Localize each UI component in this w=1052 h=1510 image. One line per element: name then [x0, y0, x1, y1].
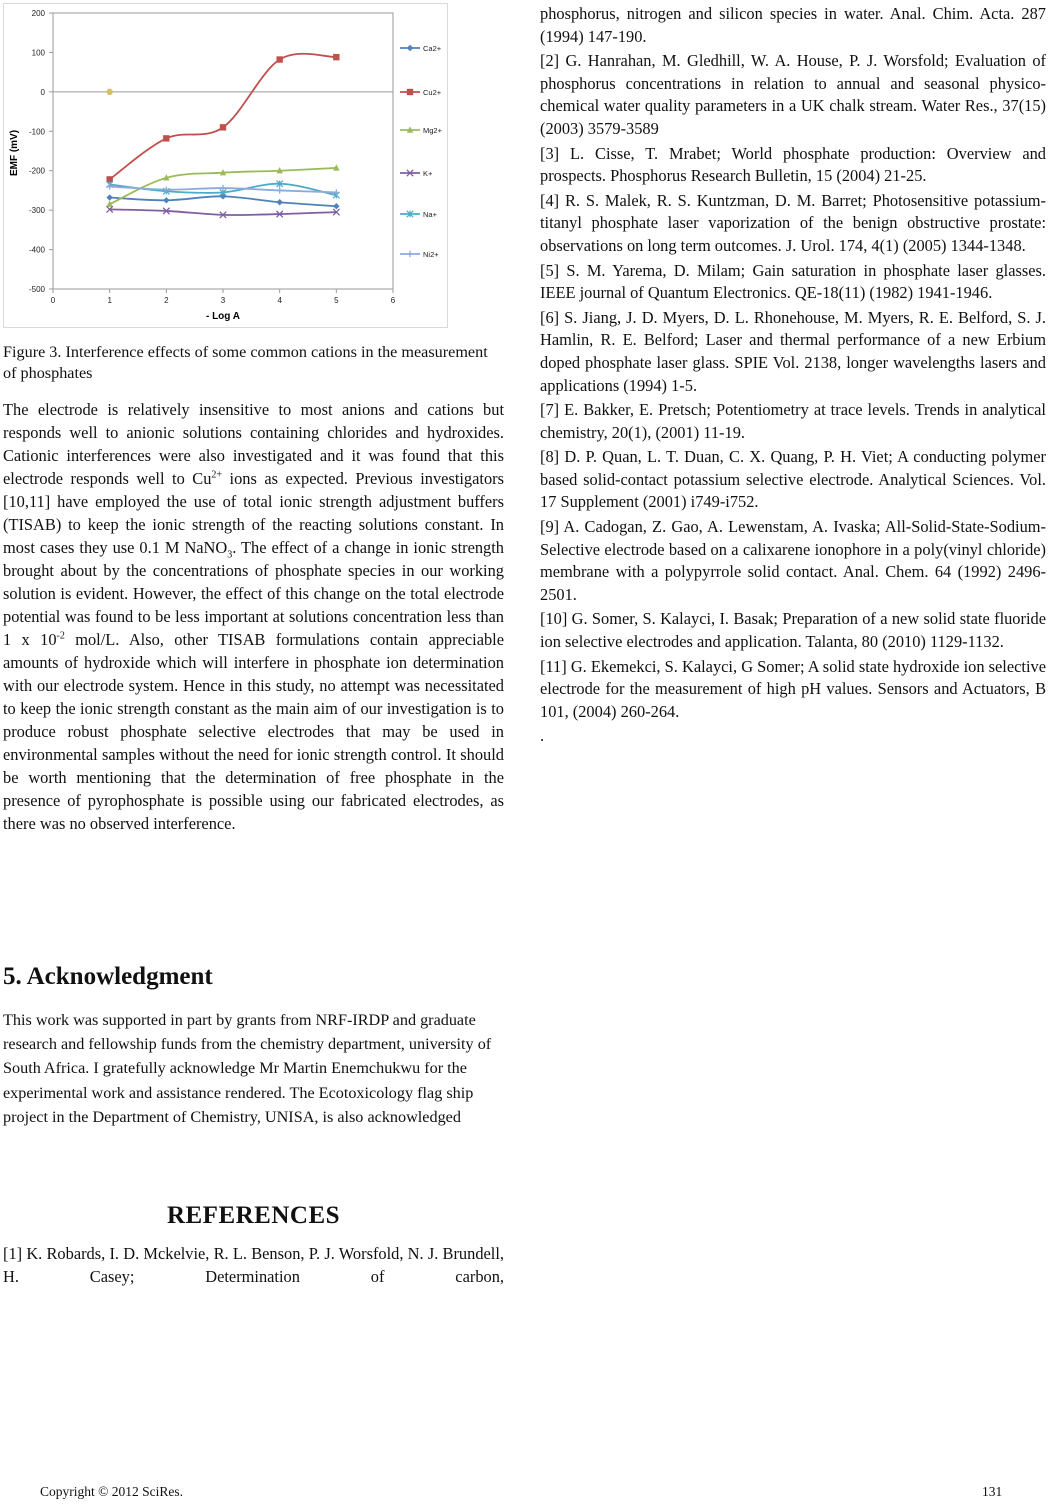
body-text-1: The electrode is relatively insensitive to most anions and cations but responds well to anionic solutions containing chlorides and hydroxides. Cationic interferences were also investigated and it was found that this electrode responds well to Cu [3, 400, 504, 488]
data-point [276, 56, 282, 62]
y-tick-label: 0 [40, 87, 45, 97]
extra-data-point [106, 89, 112, 95]
y-tick-label: 100 [31, 48, 45, 58]
x-tick-label: 5 [334, 296, 339, 305]
reference-10: [10] G. Somer, S. Kalayci, I. Basak; Preparation of a new solid state fluoride ion selective electrodes and application. Talanta, 80 (2010) 1129-1132. [540, 609, 1046, 652]
y-tick-label: 200 [31, 9, 45, 18]
y-tick-label: -400 [28, 245, 45, 255]
x-tick-label: 3 [220, 296, 226, 305]
y-tick-label: -300 [28, 206, 45, 216]
body-text-4: mol/L. Also, other TISAB formulations contain appreciable amounts of hydroxide which will interfere in phosphate ion determination with our electrode system. Hence in this study, no attempt was necessitated to keep the ionic strength constant as the main aim of our investigation is to produce robust phosphate selective electrodes that may be used in environmental samples without the need for ionic strength control. It should be worth mentioning that the determination of free phosphate in the presence of pyrophosphate is possible using our fabricated electrodes, as there was no observed interference. [3, 630, 504, 833]
references-list [540, 3, 1046, 750]
legend-label: Ca2+ [423, 44, 442, 53]
body-text-2: ions as expected. Previous investigators [10,11] have employed the use of total ionic strength adjustment buffers (TISAB) to keep the ionic strength of the reacting solutions constant. In most cases they use 0.1 M NaNO [3, 469, 504, 557]
reference-8: [8] D. P. Quan, L. T. Duan, C. X. Quang, P. H. Viet; A conducting polymer based solid-contact potassium selective electrode. Analytical Sciences. Vol. 17 Supplement (2001) i749-i752. [540, 447, 1046, 512]
y-axis-label: EMF (mV) [9, 129, 20, 177]
copyright-footer: Copyright © 2012 SciRes. [40, 1484, 184, 1499]
legend-label: Cu2+ [423, 88, 442, 97]
y-tick-label: -200 [28, 166, 45, 176]
chart-svg [3, 3, 448, 328]
x-tick-label: 2 [164, 296, 169, 305]
figure-caption: Figure 3. Interference effects of some common cations in the measurement of phosphates [3, 343, 488, 382]
reference-4: [4] R. S. Malek, R. S. Kuntzman, D. M. Barret; Photosensitive potassium-titanyl phosphate laser vaporization of the benign obstructive prostate: observations on long term outcomes. J. Urol. 174, 4(1) (2005) 1344-1348. [540, 190, 1046, 255]
acknowledgment-text: This work was supported in part by grants from NRF-IRDP and graduate research and fellowship funds from the chemistry department, university of South Africa. I gratefully acknowledge Mr Martin Enemchukwu for the experimental work and assistance rendered. The Ecotoxicology flag ship project in the Department of Chemistry, UNISA, is also acknowledged [3, 1011, 492, 1126]
x-tick-label: 0 [50, 296, 56, 305]
reference-6: [6] S. Jiang, J. D. Myers, D. L. Rhonehouse, M. Myers, R. E. Belford, S. J. Hamlin, R. E. Belford; Laser and thermal performance of a new Erbium doped phosphate laser glass. SPIE Vol. 2138, longer wavelengths lasers and applications (1994) 1-5. [540, 307, 1046, 395]
legend-label: Ni2+ [423, 250, 439, 259]
references-heading: REFERENCES [166, 1202, 341, 1229]
page-number: 131 [982, 1484, 1003, 1499]
legend-label: Mg2+ [423, 126, 442, 135]
reference-5: [5] S. M. Yarema, D. Milam; Gain saturation in phosphate laser glasses. IEEE journal of Quantum Electronics. QE-18(11) (1982) 1941-1946. [540, 260, 1046, 303]
reference-1-start: [1] K. Robards, I. D. Mckelvie, R. L. Benson, P. J. Worsfold, N. J. Brundell, H. Casey; Determination of carbon, [3, 1244, 504, 1286]
trailing-dot: . [540, 726, 545, 746]
x-axis-label: - Log A [205, 311, 241, 322]
exponent: -2 [56, 630, 65, 642]
figure-3-chart [3, 3, 448, 328]
y-tick-label: -100 [28, 127, 45, 137]
legend-label: K+ [423, 169, 433, 178]
data-point [333, 54, 339, 60]
reference-1-end: phosphorus, nitrogen and silicon species in water. Anal. Chim. Acta. 287 (1994) 147-190. [540, 4, 1046, 46]
reference-2: [2] G. Hanrahan, M. Gledhill, W. A. House, P. J. Worsfold; Evaluation of phosphorus concentrations in relation to annual and seasonal physico-chemical water quality parameters in a UK chalk stream. Water Res., 37(15) (2003) 3579-3589 [540, 51, 1046, 138]
acknowledgment-heading: 5. Acknowledgment [3, 963, 213, 990]
body-paragraph [3, 398, 504, 835]
y-tick-label: -500 [28, 285, 45, 294]
nano3-subscript: 3 [227, 549, 233, 561]
legend-marker [407, 89, 413, 95]
legend-label: Na+ [423, 210, 437, 219]
data-point [163, 135, 169, 141]
reference-11: [11] G. Ekemekci, S. Kalayci, G Somer; A solid state hydroxide ion selective electrode for the measurement of high pH values. Sensors and Actuators, B 101, (2004) 260-264. [540, 656, 1046, 721]
x-tick-label: 6 [390, 296, 396, 305]
cu-charge: 2+ [211, 469, 223, 481]
reference-3: [3] L. Cisse, T. Mrabet; World phosphate production: Overview and prospects. Phosphorus Research Bulletin, 15 (2004) 21-25. [540, 143, 1046, 186]
body-text-3: . The effect of a change in ionic strength brought about by the concentrations of phosphate species in our working solution is evident. However, the effect of this change on the total electrode potential was found to be less important at solutions concentration less than 1 x 10 [3, 538, 504, 649]
reference-9: [9] A. Cadogan, Z. Gao, A. Lewenstam, A. Ivaska; All-Solid-State-Sodium-Selective electrode based on a calixarene ionophore in a poly(vinyl chloride) membrane with a polypyrrole solid contact. Anal. Chem. 64 (1992) 2496-2501. [540, 517, 1046, 604]
x-tick-label: 1 [107, 296, 112, 305]
x-tick-label: 4 [277, 296, 282, 305]
data-point [220, 124, 226, 130]
reference-7: [7] E. Bakker, E. Pretsch; Potentiometry at trace levels. Trends in analytical chemistry, 20(1), (2001) 11-19. [540, 400, 1046, 442]
